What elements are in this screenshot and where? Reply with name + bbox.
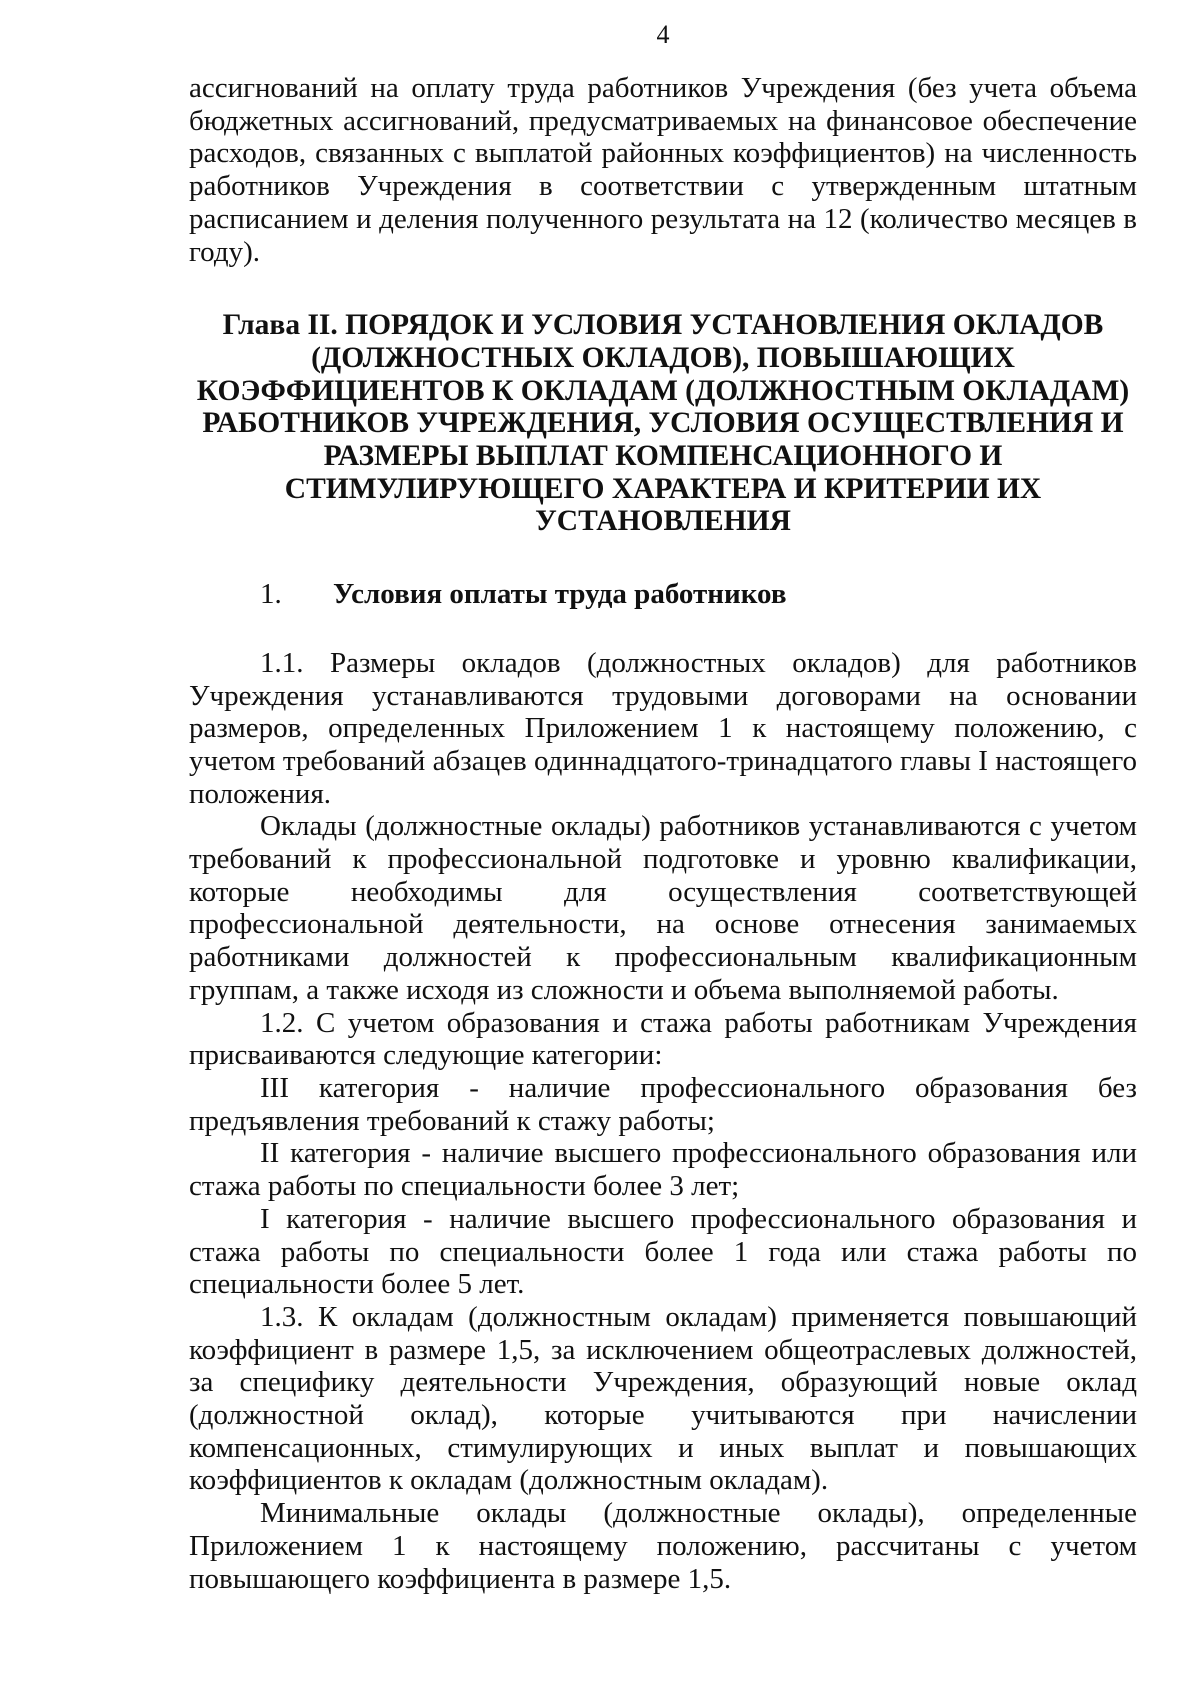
paragraph-minimum-salaries: Минимальные оклады (должностные оклады), определенные Приложением 1 к настоящему положению, рассчитаны с учетом повышающего коэффициента в размере 1,5. — [189, 1497, 1137, 1595]
paragraph-category-2: II категория - наличие высшего профессионального образования или стажа работы по специальности более 3 лет; — [189, 1137, 1137, 1203]
paragraph-category-3: III категория - наличие профессионального образования без предъявления требований к стажу работы; — [189, 1071, 1137, 1137]
chapter-title-line: (ДОЛЖНОСТНЫХ ОКЛАДОВ), ПОВЫШАЮЩИХ — [311, 341, 1015, 374]
section-number: 1. — [260, 578, 282, 611]
chapter-title-line: СТИМУЛИРУЮЩЕГО ХАРАКТЕРА И КРИТЕРИИ ИХ — [284, 472, 1042, 505]
chapter-title-line: РАБОТНИКОВ УЧРЕЖДЕНИЯ, УСЛОВИЯ ОСУЩЕСТВЛЕНИЯ И — [202, 407, 1124, 440]
paragraph-continuation: ассигнований на оплату труда работников Учреждения (без учета объема бюджетных ассигнований, предусматриваемых на финансовое обеспечение расходов, связанных с выплатой районных коэффициентов) на численность работников Учреждения в соответствии с утвержденным штатным расписанием и деления полученного результата на 12 (количество месяцев в году). — [189, 72, 1137, 268]
paragraph-1-3: 1.3. К окладам (должностным окладам) применяется повышающий коэффициент в размере 1,5, за исключением общеотраслевых должностей, за специфику деятельности Учреждения, образующий новые оклад (должностной оклад), которые учитываются при начислении компенсационных, стимулирующих и иных выплат и повышающих коэффициентов к окладам (должностным окладам). — [189, 1300, 1137, 1497]
chapter-title — [189, 309, 1137, 538]
paragraph-salaries: Оклады (должностные оклады) работников устанавливаются с учетом требований к профессиональной подготовке и уровню квалификации, которые необходимы для осуществления соответствующей профессиональной деятельности, на основе отнесения занимаемых работниками должностей к профессиональным квалификационным группам, а также исходя из сложности и объема выполняемой работы. — [189, 810, 1137, 1006]
chapter-title-line: Глава II. ПОРЯДОК И УСЛОВИЯ УСТАНОВЛЕНИЯ ОКЛАДОВ — [222, 309, 1104, 342]
chapter-title-line: УСТАНОВЛЕНИЯ — [535, 505, 791, 538]
paragraph-1-1: 1.1. Размеры окладов (должностных окладов) для работников Учреждения устанавливаются трудовыми договорами на основании размеров, определенных Приложением 1 к настоящему положению, с учетом требований абзацев одиннадцатого-тринадцатого главы I настоящего положения. — [189, 646, 1137, 810]
section-heading — [189, 578, 1137, 611]
chapter-title-line: КОЭФФИЦИЕНТОВ К ОКЛАДАМ (ДОЛЖНОСТНЫМ ОКЛАДАМ) — [196, 374, 1130, 407]
paragraph-category-1: I категория - наличие высшего профессионального образования и стажа работы по специальности более 1 года или стажа работы по специальности более 5 лет. — [189, 1202, 1137, 1301]
page-number: 4 — [656, 20, 670, 49]
section-title: Условия оплаты труда работников — [333, 578, 787, 611]
paragraph-1-2: 1.2. С учетом образования и стажа работы работникам Учреждения присваиваются следующие категории: — [189, 1006, 1137, 1072]
document-page — [189, 20, 1137, 1595]
chapter-title-line: РАЗМЕРЫ ВЫПЛАТ КОМПЕНСАЦИОННОГО И — [323, 440, 1003, 473]
